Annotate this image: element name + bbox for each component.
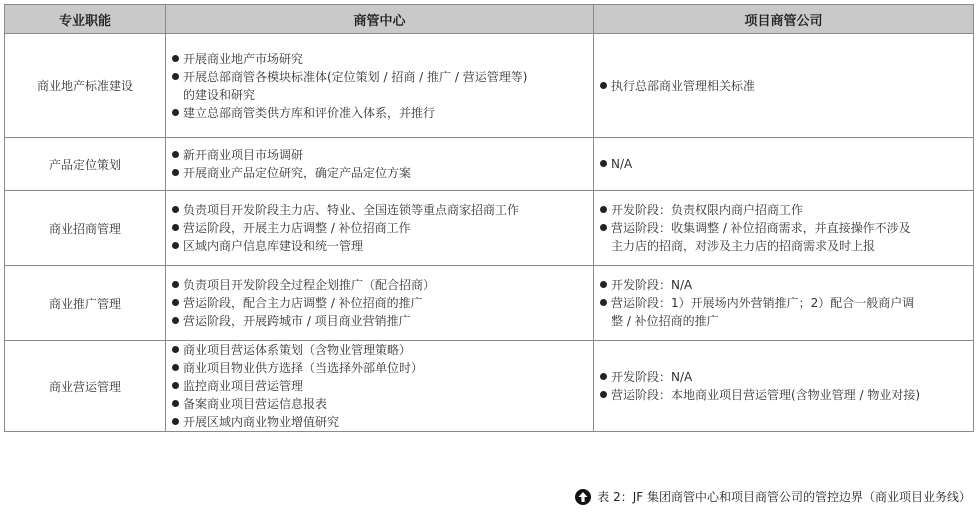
company-bullet-list	[600, 201, 969, 255]
bullet-icon	[172, 73, 179, 80]
center-bullet-list	[172, 146, 589, 182]
list-item-text: 开展商业地产市场研究	[183, 51, 304, 66]
company-cell	[594, 266, 974, 341]
list-item	[172, 104, 589, 122]
company-cell	[594, 138, 974, 191]
table-row	[5, 138, 974, 191]
bullet-icon	[172, 418, 179, 425]
list-item-text: 主力店的招商，对涉及主力店的招商需求及时上报	[611, 239, 876, 253]
list-item	[172, 294, 589, 312]
bullet-icon	[600, 299, 607, 306]
center-bullet-list	[172, 276, 589, 330]
center-cell	[166, 191, 594, 266]
function-cell: 商业招商管理	[5, 191, 166, 266]
list-item	[172, 312, 589, 330]
list-item	[172, 201, 589, 219]
bullet-icon	[172, 224, 179, 231]
list-item-text: 开展总部商管各模块标准体(定位策划 / 招商 / 推广 / 营运管理等)	[183, 69, 528, 84]
list-item-text: 开展商业产品定位研究，确定产品定位方案	[183, 166, 412, 180]
bullet-icon	[600, 391, 607, 398]
company-cell	[594, 191, 974, 266]
bullet-icon	[172, 109, 179, 116]
list-item-text: N/A	[611, 157, 633, 171]
list-item	[172, 68, 589, 86]
bullet-icon	[600, 160, 607, 167]
list-item	[172, 146, 589, 164]
bullet-icon	[172, 55, 179, 62]
list-item-text: 的建设和研究	[183, 87, 256, 102]
list-item-text: 商业项目物业供方选择（当选择外部单位时）	[183, 361, 424, 375]
company-bullet-list	[600, 276, 969, 330]
list-item-text: 建立总部商管类供方库和评价准入体系，并推行	[183, 105, 436, 120]
header-function: 专业职能	[5, 5, 166, 34]
list-item-text: 开展区域内商业物业增值研究	[183, 415, 340, 429]
list-item	[600, 276, 969, 294]
center-cell	[166, 266, 594, 341]
center-cell	[166, 34, 594, 138]
center-cell	[166, 138, 594, 191]
bullet-icon	[172, 382, 179, 389]
function-cell: 产品定位策划	[5, 138, 166, 191]
table-row	[5, 34, 974, 138]
list-item	[600, 77, 969, 95]
list-item	[600, 368, 969, 386]
list-item-text: 营运阶段，开展主力店调整 / 补位招商工作	[183, 221, 411, 235]
list-item-text: 营运阶段：本地商业项目营运管理(含物业管理 / 物业对接)	[611, 388, 921, 402]
governance-table	[4, 4, 974, 432]
list-item-text: 监控商业项目营运管理	[183, 379, 304, 393]
bullet-icon	[172, 400, 179, 407]
list-item-text: 整 / 补位招商的推广	[611, 314, 719, 328]
list-item	[600, 294, 969, 312]
list-item-text: 备案商业项目营运信息报表	[183, 397, 328, 411]
bullet-icon	[172, 242, 179, 249]
list-item-text: 区域内商户信息库建设和统一管理	[183, 239, 364, 253]
list-item	[600, 155, 969, 173]
list-item-text: 开发阶段：N/A	[611, 278, 693, 292]
bullet-icon	[172, 206, 179, 213]
list-item-text: 执行总部商业管理相关标准	[611, 78, 756, 93]
list-item-text: 营运阶段：收集调整 / 补位招商需求，并直接操作不涉及	[611, 221, 911, 235]
table-row	[5, 191, 974, 266]
list-item	[172, 395, 589, 413]
list-item-text: 负责项目开发阶段主力店、特业、全国连锁等重点商家招商工作	[183, 203, 520, 217]
center-cell	[166, 341, 594, 432]
list-item	[172, 50, 589, 68]
caption-text: 表 2：JF 集团商管中心和项目商管公司的管控边界（商业项目业务线）	[597, 490, 971, 504]
up-arrow-circle-icon	[575, 489, 591, 505]
bullet-icon	[172, 281, 179, 288]
function-cell: 商业推广管理	[5, 266, 166, 341]
list-item	[172, 359, 589, 377]
list-item	[172, 276, 589, 294]
list-item-text: 负责项目开发阶段全过程企划推广（配合招商）	[183, 278, 436, 292]
table-caption	[575, 488, 971, 505]
list-item	[600, 237, 969, 255]
bullet-icon	[172, 346, 179, 353]
bullet-icon	[600, 82, 607, 89]
header-company: 项目商管公司	[594, 5, 974, 34]
list-item	[600, 201, 969, 219]
bullet-icon	[600, 281, 607, 288]
bullet-icon	[172, 299, 179, 306]
center-bullet-list	[172, 201, 589, 255]
table-row	[5, 341, 974, 432]
list-item	[172, 219, 589, 237]
list-item	[600, 386, 969, 404]
list-item-text: 营运阶段，开展跨城市 / 项目商业营销推广	[183, 314, 411, 328]
list-item-text: 开发阶段：负责权限内商户招商工作	[611, 203, 804, 217]
function-cell: 商业营运管理	[5, 341, 166, 432]
list-item-text: 新开商业项目市场调研	[183, 148, 304, 162]
list-item	[172, 413, 589, 431]
bullet-icon	[600, 206, 607, 213]
list-item	[172, 341, 589, 359]
list-item	[600, 312, 969, 330]
table-row	[5, 266, 974, 341]
list-item-text: 开发阶段：N/A	[611, 370, 693, 384]
company-bullet-list	[600, 77, 969, 95]
bullet-icon	[600, 224, 607, 231]
list-item-text: 商业项目营运体系策划（含物业管理策略）	[183, 343, 412, 357]
company-cell	[594, 34, 974, 138]
list-item	[172, 164, 589, 182]
center-bullet-list	[172, 341, 589, 431]
list-item	[172, 237, 589, 255]
list-item-text: 营运阶段：1）开展场内外营销推广；2）配合一般商户调	[611, 296, 915, 310]
list-item-text: 营运阶段，配合主力店调整 / 补位招商的推广	[183, 296, 423, 310]
list-item	[172, 86, 589, 104]
list-item	[172, 377, 589, 395]
function-cell: 商业地产标准建设	[5, 34, 166, 138]
table-header-row	[5, 5, 974, 34]
header-center: 商管中心	[166, 5, 594, 34]
bullet-icon	[172, 317, 179, 324]
list-item	[600, 219, 969, 237]
company-bullet-list	[600, 368, 969, 404]
bullet-icon	[172, 151, 179, 158]
bullet-icon	[172, 364, 179, 371]
bullet-icon	[600, 373, 607, 380]
company-cell	[594, 341, 974, 432]
center-bullet-list	[172, 50, 589, 122]
company-bullet-list	[600, 155, 969, 173]
bullet-icon	[172, 169, 179, 176]
